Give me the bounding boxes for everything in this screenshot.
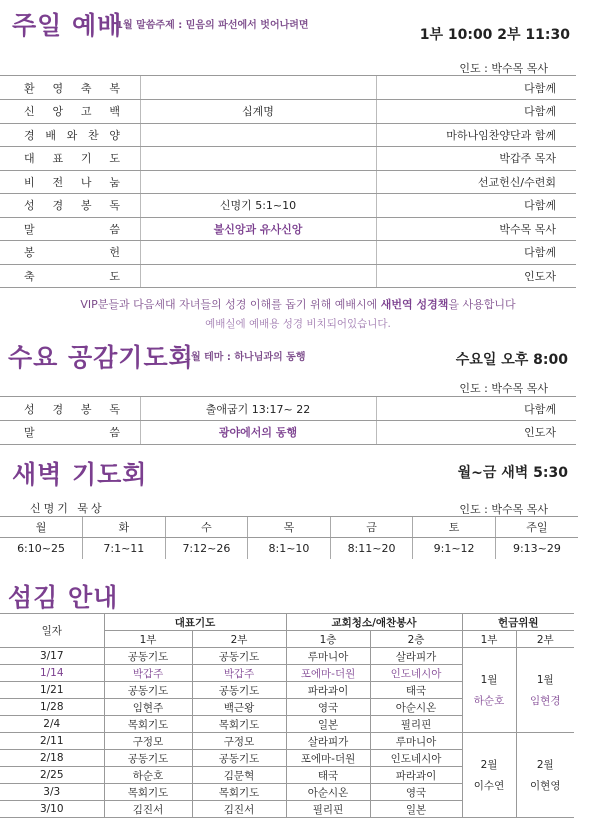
header-date: 일자: [0, 614, 104, 648]
order-item-char: 배: [45, 128, 56, 142]
order-item-label: [24, 150, 120, 166]
order-item-char: 성: [24, 402, 35, 416]
table-row: [0, 733, 574, 750]
order-item-char: 축: [24, 269, 35, 283]
order-content: [140, 147, 376, 171]
order-content: [140, 264, 376, 288]
order-row: [0, 194, 576, 218]
offering-second: [516, 648, 574, 733]
order-item-char: 신: [24, 105, 35, 119]
order-row: [0, 217, 576, 241]
order-leader: 다함께: [376, 194, 576, 218]
wednesday-order-table: [0, 397, 576, 445]
duty-prayer-second: 공동기도: [192, 750, 286, 767]
dawn-table: [0, 516, 578, 559]
duty-floor1: 일본: [286, 716, 370, 733]
duty-floor1: 태국: [286, 767, 370, 784]
order-leader: 다함께: [376, 76, 576, 100]
dawn-passage: 7:1~11: [83, 538, 166, 559]
duty-floor1: 살라피가: [286, 733, 370, 750]
dawn-book: 신명기 묵상: [30, 502, 105, 515]
duty-prayer-first: 공동기도: [104, 648, 192, 665]
header-prayer-second: 2부: [192, 631, 286, 648]
order-item: [0, 123, 140, 147]
order-item: [0, 241, 140, 265]
offering-name: 임현경: [530, 695, 561, 707]
offering-month: 1월: [536, 674, 554, 686]
dawn-day: 토: [413, 517, 496, 538]
duty-floor2: 인도네시아: [370, 665, 462, 682]
order-item-label: [24, 103, 120, 119]
order-item-char: 비: [24, 175, 35, 189]
order-row: [0, 76, 576, 100]
offering-first: [462, 648, 516, 733]
duty-floor1: 포에마-더원: [286, 665, 370, 682]
duty-floor2: 루마니아: [370, 733, 462, 750]
duty-date: 3/10: [0, 801, 104, 818]
order-item: [0, 217, 140, 241]
order-item: [0, 76, 140, 100]
order-item-char: 축: [80, 81, 92, 95]
duty-prayer-first: 박갑주: [104, 665, 192, 682]
order-item-char: 봉: [24, 246, 35, 260]
dawn-title: 새벽 기도회: [12, 460, 148, 489]
duty-date: 1/28: [0, 699, 104, 716]
dawn-time: 월~금 새벽 5:30: [457, 465, 568, 481]
order-row: [0, 147, 576, 171]
sunday-times: 1부 10:00 2부 11:30: [419, 27, 570, 43]
order-leader: 인도자: [376, 421, 576, 445]
order-leader: 박수목 목사: [376, 217, 576, 241]
order-content: [140, 241, 376, 265]
wednesday-title: 수요 공감기도회: [8, 343, 194, 372]
dawn-passage: 8:1~10: [248, 538, 331, 559]
order-item-char: 찬: [87, 128, 99, 142]
offering-month: 1월: [480, 674, 498, 686]
order-content: 광야에서의 동행: [140, 421, 376, 445]
duty-floor2: 태국: [370, 682, 462, 699]
order-item-char: 복: [109, 81, 120, 95]
duty-floor2: 아순시온: [370, 699, 462, 716]
order-item-char: 독: [109, 402, 120, 416]
duty-prayer-first: 하순호: [104, 767, 192, 784]
order-item-label: [24, 401, 120, 417]
duty-date: 3/17: [0, 648, 104, 665]
order-leader: 박갑주 목자: [376, 147, 576, 171]
order-content: [140, 123, 376, 147]
duty-prayer-second: 구정모: [192, 733, 286, 750]
duty-prayer-first: 목회기도: [104, 716, 192, 733]
duty-floor1: 파라과이: [286, 682, 370, 699]
order-item-label: [24, 174, 120, 190]
duty-floor1: 영국: [286, 699, 370, 716]
duty-date: 2/11: [0, 733, 104, 750]
order-item-char: 경: [24, 128, 35, 142]
duty-floor2: 필리핀: [370, 716, 462, 733]
order-item-label: [24, 197, 120, 213]
duty-prayer-second: 김진서: [192, 801, 286, 818]
dawn-day: 수: [165, 517, 248, 538]
order-item-char: 앙: [52, 105, 64, 119]
order-item-char: 경: [52, 199, 64, 213]
order-item-char: 성: [24, 199, 35, 213]
duty-date: 2/18: [0, 750, 104, 767]
order-row: [0, 421, 576, 445]
offering-first: [462, 733, 516, 818]
duty-prayer-first: 구정모: [104, 733, 192, 750]
order-row: [0, 264, 576, 288]
order-item-char: 환: [24, 81, 35, 95]
duty-prayer-second: 목회기도: [192, 716, 286, 733]
sunday-notice: [0, 296, 596, 312]
sunday-preacher: 인도 : 박수목 목사: [459, 62, 548, 75]
duty-title: 섬김 안내: [8, 583, 119, 612]
notice-text-end: 을 사용합니다: [448, 298, 516, 311]
order-row: [0, 170, 576, 194]
order-item-char: 봉: [80, 402, 92, 416]
order-item-char: 기: [80, 152, 92, 166]
order-item-char: 대: [24, 152, 35, 166]
order-item-label: [24, 80, 120, 96]
order-item-char: 봉: [80, 199, 92, 213]
order-row: [0, 100, 576, 124]
dawn-day: 화: [83, 517, 166, 538]
order-item-char: 경: [52, 402, 64, 416]
duty-date: 2/25: [0, 767, 104, 784]
dawn-passage: 8:11~20: [330, 538, 413, 559]
order-item-char: 도: [109, 269, 120, 283]
duty-date: 3/3: [0, 784, 104, 801]
order-item-char: 도: [109, 152, 120, 166]
duty-table: [0, 613, 574, 818]
order-item-char: 눔: [109, 175, 120, 189]
order-content: 불신앙과 유사신앙: [140, 217, 376, 241]
order-item-char: 백: [109, 105, 120, 119]
order-item-char: 독: [109, 199, 120, 213]
dawn-passage: 9:13~29: [495, 538, 578, 559]
duty-prayer-second: 공동기도: [192, 682, 286, 699]
dawn-preacher: 인도 : 박수목 목사: [459, 503, 548, 516]
duty-floor1: 포에마-더원: [286, 750, 370, 767]
wednesday-preacher: 인도 : 박수목 목사: [459, 382, 548, 395]
order-leader: 인도자: [376, 264, 576, 288]
table-row: [0, 648, 574, 665]
order-item-label: [24, 268, 120, 284]
dawn-day: 주일: [495, 517, 578, 538]
duty-prayer-first: 임현주: [104, 699, 192, 716]
order-leader: 마하나임찬양단과 함께: [376, 123, 576, 147]
order-item: [0, 147, 140, 171]
duty-floor2: 인도네시아: [370, 750, 462, 767]
duty-date: 2/4: [0, 716, 104, 733]
dawn-passage: 6:10~25: [17, 541, 65, 555]
order-item-char: 양: [109, 128, 120, 142]
offering-month: 2월: [536, 759, 554, 771]
duty-date: 1/14: [0, 665, 104, 682]
duty-floor1: 아순시온: [286, 784, 370, 801]
order-item-label: [24, 221, 120, 237]
order-content: [140, 76, 376, 100]
offering-name: 하순호: [473, 695, 505, 707]
order-item-char: 헌: [109, 246, 120, 260]
order-item-char: 씀: [109, 222, 120, 236]
order-item-char: 와: [66, 128, 78, 142]
header-floor2: 2층: [370, 631, 462, 648]
sunday-notice-2: 예배실에 예배용 성경 비치되어있습니다.: [205, 318, 391, 330]
wednesday-time: 수요일 오후 8:00: [455, 352, 568, 368]
header-cleaning: 교회청소/애찬봉사: [286, 614, 462, 631]
duty-prayer-first: 공동기도: [104, 682, 192, 699]
order-item-label: [24, 244, 120, 260]
duty-floor2: 영국: [370, 784, 462, 801]
sunday-order-table: [0, 76, 576, 288]
order-item-char: 영: [52, 81, 64, 95]
order-content: [140, 170, 376, 194]
order-item-label: [24, 127, 120, 143]
duty-prayer-second: 김문혁: [192, 767, 286, 784]
header-prayer-first: 1부: [104, 631, 192, 648]
duty-date: 1/21: [0, 682, 104, 699]
dawn-day: 목: [248, 517, 331, 538]
order-item-char: 나: [80, 175, 92, 189]
sunday-title: 주일 예배: [12, 11, 123, 40]
duty-floor2: 일본: [370, 801, 462, 818]
duty-prayer-first: 목회기도: [104, 784, 192, 801]
order-leader: 다함께: [376, 241, 576, 265]
order-content: 신명기 5:1~10: [140, 194, 376, 218]
order-item-char: 표: [52, 152, 64, 166]
offering-month: 2월: [480, 759, 498, 771]
order-item: [0, 397, 140, 421]
dawn-passage: 7:12~26: [165, 538, 248, 559]
header-offering: 헌금위원: [462, 614, 574, 631]
order-item: [0, 170, 140, 194]
offering-second: [516, 733, 574, 818]
duty-floor2: 살라피가: [370, 648, 462, 665]
order-item-char: 씀: [109, 426, 120, 440]
duty-prayer-second: 공동기도: [192, 648, 286, 665]
duty-prayer-second: 목회기도: [192, 784, 286, 801]
duty-prayer-first: 김진서: [104, 801, 192, 818]
order-leader: 다함께: [376, 100, 576, 124]
order-item: [0, 264, 140, 288]
header-floor1: 1층: [286, 631, 370, 648]
duty-prayer-second: 백근왕: [192, 699, 286, 716]
order-item: [0, 421, 140, 445]
order-item-char: 말: [24, 426, 35, 440]
header-offering-second: 2부: [516, 631, 574, 648]
duty-prayer-first: 공동기도: [104, 750, 192, 767]
order-leader: 다함께: [376, 397, 576, 421]
sunday-theme: 1월 말씀주제 : 믿음의 파선에서 벗어나려면: [116, 20, 309, 31]
order-item-char: 전: [52, 175, 64, 189]
order-item: [0, 100, 140, 124]
order-content: 출애굽기 13:17~ 22: [140, 397, 376, 421]
duty-floor1: 필리핀: [286, 801, 370, 818]
duty-floor2: 파라과이: [370, 767, 462, 784]
duty-floor1: 루마니아: [286, 648, 370, 665]
order-content: 십계명: [140, 100, 376, 124]
notice-text: VIP분들과 다음세대 자녀들의 성경 이해를 돕기 위해 예배시에: [80, 298, 381, 311]
order-row: [0, 241, 576, 265]
dawn-day: 금: [330, 517, 413, 538]
wednesday-theme: 1월 테마 : 하나님과의 동행: [184, 352, 306, 363]
dawn-day: 월: [0, 517, 83, 538]
offering-name: 이현영: [530, 780, 561, 792]
notice-highlight: 새번역 성경책: [380, 298, 449, 311]
offering-name: 이수연: [473, 780, 505, 792]
order-row: [0, 397, 576, 421]
order-item-char: 고: [80, 105, 92, 119]
header-prayer: 대표기도: [104, 614, 286, 631]
header-offering-first: 1부: [462, 631, 516, 648]
order-leader: 선교헌신/수련회: [376, 170, 576, 194]
order-row: [0, 123, 576, 147]
dawn-passage: 9:1~12: [413, 538, 496, 559]
duty-prayer-second: 박갑주: [192, 665, 286, 682]
order-item-char: 말: [24, 222, 35, 236]
order-item-label: [24, 424, 120, 440]
order-item: [0, 194, 140, 218]
